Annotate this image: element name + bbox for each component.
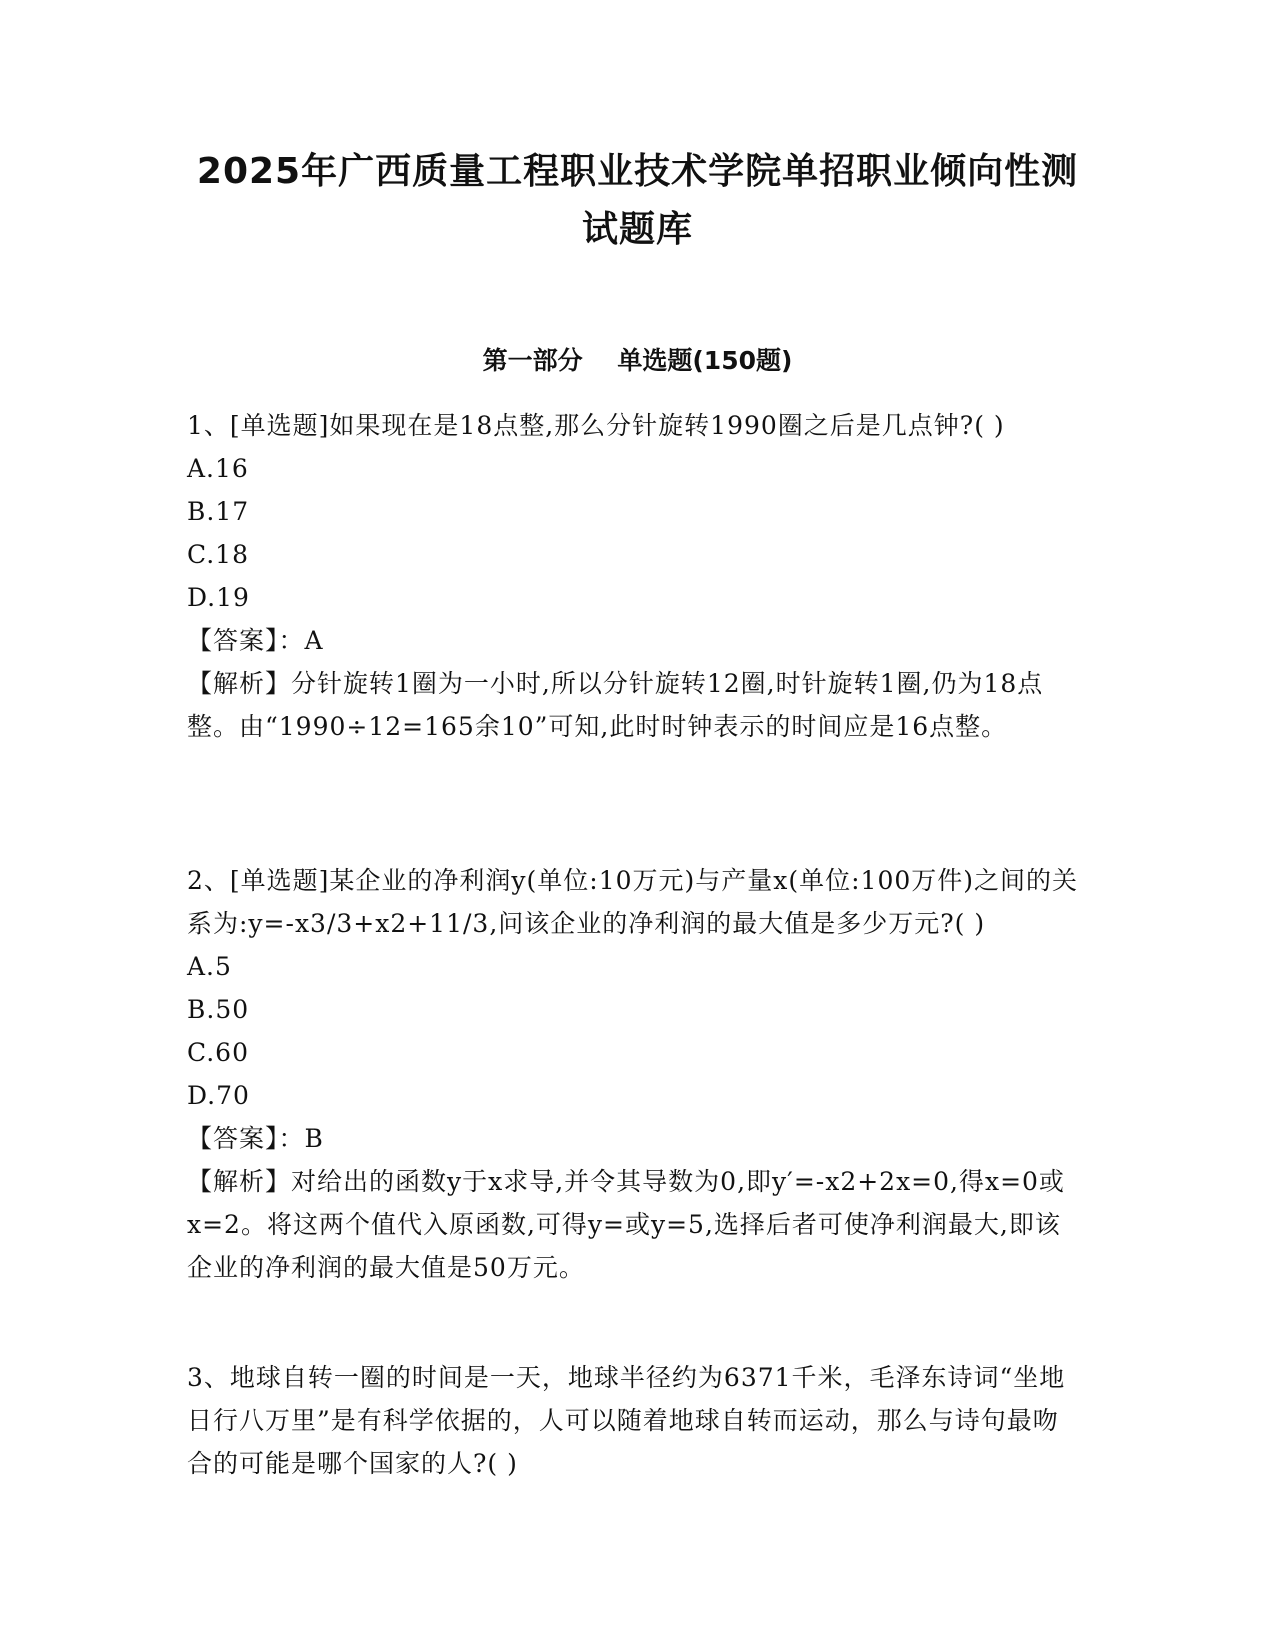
option-a: A.5 bbox=[187, 952, 232, 981]
answer: 【答案】：A bbox=[187, 626, 324, 655]
question-stem: 2、[单选题]某企业的净利润y(单位:10万元)与产量x(单位:100万件)之间的关系为:y=-x3/3+x2+11/3,问该企业的净利润的最大值是多少万元?( ) bbox=[187, 866, 1079, 938]
option-c: C.18 bbox=[187, 540, 249, 569]
option-b: B.50 bbox=[187, 995, 250, 1024]
title-line-1: 2025年广西质量工程职业技术学院单招职业倾向性测 bbox=[196, 151, 1079, 192]
question-2 bbox=[187, 859, 1082, 1289]
answer: 【答案】：B bbox=[187, 1124, 324, 1153]
explanation: 【解析】分针旋转1圈为一小时,所以分针旋转12圈,时针旋转1圈,仍为18点整。由“1990÷12=165余10”可知,此时时钟表示的时间应是16点整。 bbox=[187, 669, 1044, 741]
question-3 bbox=[187, 1356, 1082, 1485]
option-d: D.70 bbox=[187, 1081, 250, 1110]
question-stem: 1、[单选题]如果现在是18点整,那么分针旋转1990圈之后是几点钟?( ) bbox=[187, 411, 1005, 440]
option-a: A.16 bbox=[187, 454, 249, 483]
option-c: C.60 bbox=[187, 1038, 249, 1067]
section-heading: 第一部分 单选题(150题) bbox=[482, 346, 793, 375]
option-d: D.19 bbox=[187, 583, 250, 612]
question-1 bbox=[187, 404, 1082, 748]
document-title bbox=[150, 143, 1125, 259]
question-stem: 3、地球自转一圈的时间是一天，地球半径约为6371千米，毛泽东诗词“坐地日行八万里”是有科学依据的，人可以随着地球自转而运动，那么与诗句最吻合的可能是哪个国家的人?( ) bbox=[187, 1363, 1066, 1478]
option-b: B.17 bbox=[187, 497, 250, 526]
title-line-2: 试题库 bbox=[581, 209, 693, 250]
explanation: 【解析】对给出的函数y于x求导,并令其导数为0,即y′=-x2+2x=0,得x=0或x=2。将这两个值代入原函数,可得y=或y=5,选择后者可使净利润最大,即该企业的净利润的最大值是50万元。 bbox=[187, 1167, 1065, 1282]
